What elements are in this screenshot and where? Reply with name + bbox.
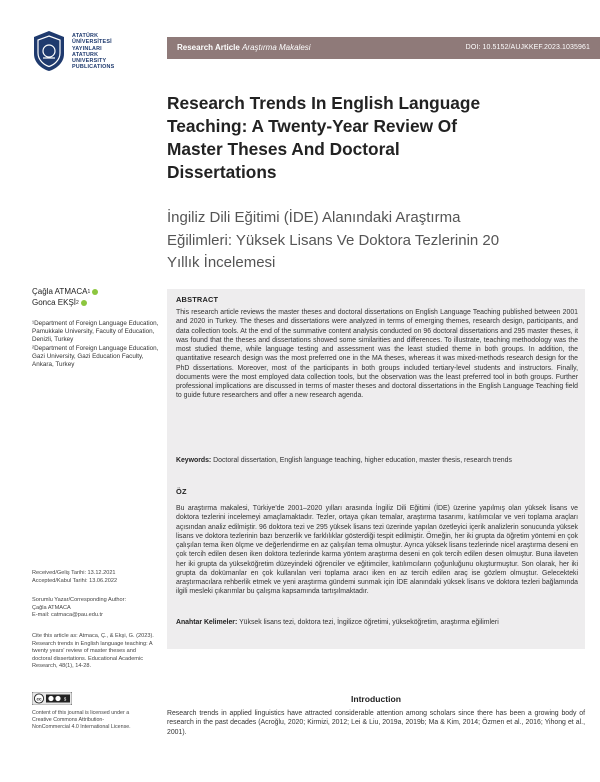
publisher-logo (32, 30, 142, 80)
citation-note: Cite this article as: Atmaca, Ç., & Ekşi, G. (2023). Research trends in English language teaching: A twenty years' review of master theses and doctoral dissertations. Educational Academic Research, 48(1), 14-28. (32, 633, 154, 670)
title-turkish: İngiliz Dili Eğitimi (İDE) Alanındaki Araştırma Eğilimleri: Yüksek Lisans Ve Doktora Tezlerinin 20 Yıllık İncelemesi (167, 209, 500, 271)
affiliation-1: ¹Department of Foreign Language Education, Pamukkale University, Faculty of Education, Denizli, Turkey (32, 320, 159, 344)
author-email[interactable]: E-mail: catmaca@pau.edu.tr (32, 612, 103, 619)
corresponding-author: Sorumlu Yazar/Corresponding Author: Çağla ATMACA E-mail: catmaca@pau.edu.tr (32, 597, 162, 620)
abstract-keywords: Keywords: Doctoral dissertation, English language teaching, higher education, master thesis, research trends (176, 457, 512, 464)
title-english: Research Trends In English Language Teaching: A Twenty-Year Review Of Master Theses And Doctoral Dissertations (167, 93, 481, 182)
svg-text:$: $ (63, 696, 67, 702)
article-header-bar (167, 37, 600, 59)
received-date: Received/Geliş Tarihi: 13.12.2021 (32, 570, 116, 576)
oz-text: Bu araştırma makalesi, Türkiye'de 2001–2020 yılları arasında İngiliz Dili Eğitimi (İDE) üzerine yapılmış olan yüksek lisans ve doktora tezlerini incelemeyi amaçlamaktadır. Tezler, ortaya çıkan temalar, araştırma tasarımı, katılımcılar ve veri toplama araçları açısından analiz edilmiştir. 96 doktora tezi ve 295 yüksek lisans tezi üzerinde yapılan özetleyici içerik analizlerin sonucunda yüksek lisans ve doktora tezlerinin bazı benzerlik ve farklılıklar gösterdiği tespit edilmiştir. Örneğin, her iki grupta da öğretim yöntemi en çok çalışılan tema iken ölçme ve değerlendirme en az çalışılan tema olmuştur. Ayrıca yüksek lisans tezlerinde nicel araştırma deseni en çok tercih edilen desen iken doktora tezlerinde karma yöntem araştırma deseni en çok tercih edilen desen olmuştur. Buna ilaveten her iki grupta da yükseköğretim düzeyindeki öğrenciler ve eğitimciler, katılımcıların çoğunluğunu oluşturmuştur. Son olarak, her iki grupta da dokümanlar en çok kullanılan veri toplama aracı iken en az tercih edilen araç ise gözlem olmuştur. Gelecekteki araştırmacılara rehberlik etmek ve yeni araştırma gündemi sunmak için İDE alanındaki yüksek lisans ve doktora tezleri bağlamında ilgili mesleki çıkarımlar bu çalışma kapsamında tartışılmaktadır. (176, 505, 578, 596)
article-type: Research Article Araştırma Makalesi (177, 43, 311, 52)
author-2: Gonca EKŞİ 2 (32, 298, 162, 309)
author-list (32, 287, 162, 308)
affiliations (32, 320, 160, 369)
logo-text: ATATÜRK ÜNİVERSİTESİ YAYINLARI ATATURK UNIVERSITY PUBLICATIONS (72, 33, 115, 71)
creative-commons-icon[interactable] (32, 692, 72, 705)
abstract-heading: ABSTRACT (176, 295, 219, 304)
oz-keywords: Anahtar Kelimeler: Yüksek lisans tezi, doktora tezi, İngilizce öğretimi, yükseköğretim, araştırma eğilimleri (176, 619, 499, 626)
oz-heading: ÖZ (176, 487, 187, 496)
introduction-text: Research trends in applied linguistics have attracted considerable attention among scholars since there has been a growing body of research in the past decades (Acroğlu, 2020; Kirmizi, 2012; Lei & Liu, 2019a, 2019b; Ma & Kim, 2014; Özmen et al., 2016; Yihong et al., 2001). (167, 710, 585, 736)
svg-text:cc: cc (36, 696, 42, 702)
doi-label[interactable]: DOI: 10.5152/AUJKKEF.2023.1035961 (465, 43, 590, 51)
affiliation-2: ²Department of Foreign Language Education, Gazi University, Gazi Education Faculty, Ankara, Turkey (32, 344, 159, 369)
orcid-icon[interactable] (81, 300, 87, 306)
introduction-heading: Introduction (350, 694, 402, 704)
article-dates (32, 570, 162, 585)
abstract-text: This research article reviews the master theses and doctoral dissertations on English Language Teaching published between 2001 and 2020 in Turkey. The theses and dissertations were analyzed in terms of emerging themes, research design, participants, and data collection tools. At the end of the summative content analysis conducted on 96 doctoral dissertations and 295 master theses, it was found that the theses and dissertations showed some similarities and differences. To illustrate, teaching methodology was the most studied theme, while language testing and assessment was the least studied theme in both groups. In addition, the quantitative research design was the most preferred one in the MA theses, whereas it was mixed-methods research design for the PhD dissertations. Moreover, most of the participants in both groups included tertiary-level students and instructors. Finally, documents were the most employed data collection tools, but the observation was the least preferred tool in both groups. Further professional implications are discussed in terms of master theses and doctoral dissertations in the English Language Teaching field to guide future researchers and offer a new research agenda. (176, 309, 578, 400)
license-text: Content of this journal is licensed under a Creative Commons Attribution-NonCommercial 4.0 International License. (32, 710, 131, 730)
author-1: Çağla ATMACA 1 (32, 287, 162, 298)
orcid-icon[interactable] (92, 289, 98, 295)
university-emblem-icon (32, 30, 66, 72)
accepted-date: Accepted/Kabul Tarihi: 13.06.2022 (32, 577, 118, 584)
